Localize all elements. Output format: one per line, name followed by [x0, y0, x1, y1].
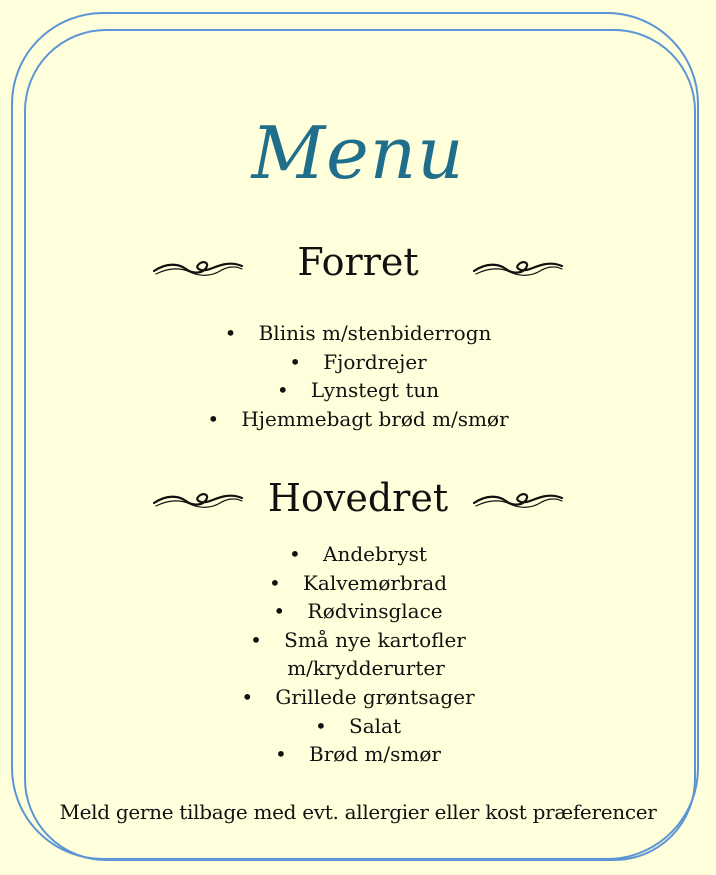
bullet-icon: • [250, 627, 262, 652]
flourish-ornament-icon [472, 256, 564, 278]
list-item: • Brød m/smør [0, 740, 716, 769]
bullet-icon: • [275, 742, 287, 767]
bullet-icon: • [289, 542, 301, 566]
flourish-ornament-icon [472, 488, 564, 510]
list-item: • Fjordrejer [0, 348, 716, 377]
bullet-icon: • [273, 599, 286, 624]
list-item: • Kalvemørbrad [0, 569, 716, 598]
bullet-icon: • [289, 349, 302, 374]
list-item: • Salat [0, 712, 716, 741]
forret-item-list [0, 319, 716, 433]
hovedret-item-list [0, 540, 716, 769]
bullet-icon: • [241, 684, 254, 709]
bullet-icon: • [224, 321, 237, 345]
bullet-icon: • [207, 406, 220, 431]
bullet-icon: • [315, 713, 327, 738]
list-item: • Hjemmebagt brød m/smør [0, 405, 716, 434]
menu-title: Menu [251, 111, 465, 195]
list-item: • Grillede grøntsager [0, 683, 716, 712]
list-item: • Andebryst [0, 540, 716, 569]
footer-note: Meld gerne tilbage med evt. allergier eller kost præferencer [59, 800, 657, 824]
list-item: • Små nye kartofler m/krydderurter [250, 627, 466, 681]
bullet-icon: • [268, 570, 281, 595]
list-item: • Lynstegt tun [0, 376, 716, 405]
section-heading-hovedret: Hovedret [267, 476, 449, 520]
bullet-icon: • [276, 378, 289, 403]
section-heading-forret: Forret [297, 240, 419, 284]
list-item: • Blinis m/stenbiderrogn [0, 319, 716, 348]
list-item: • Rødvinsglace [0, 597, 716, 626]
